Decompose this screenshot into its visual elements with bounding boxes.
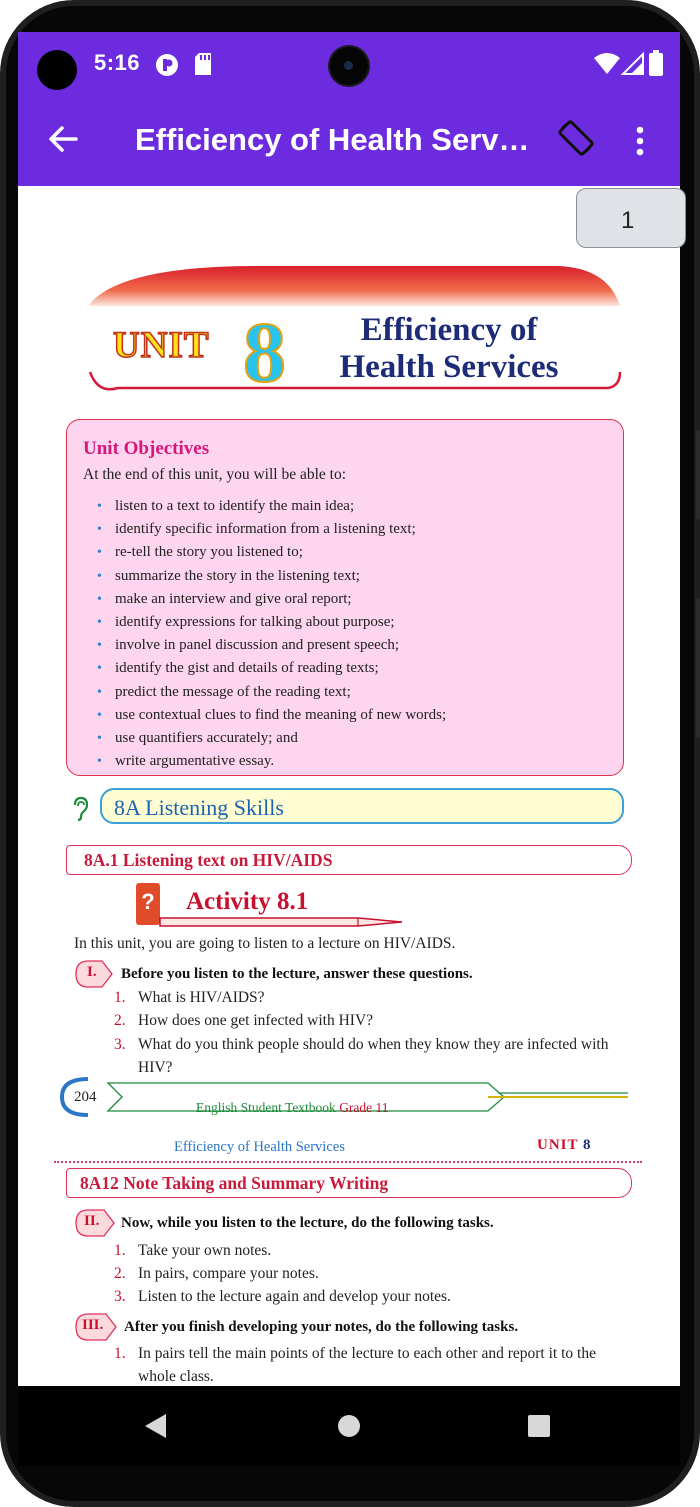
list-item: • predict the message of the reading text; [97,683,351,700]
status-bar [18,32,680,96]
list-item: • summarize the story in the listening text; [97,567,360,584]
list-item: • use contextual clues to find the meaning of new words; [97,706,447,723]
ear-icon [72,797,88,821]
list-item: • involve in panel discussion and present speech; [97,637,400,654]
notification-app-icon [155,53,179,77]
running-header-unit [537,1137,592,1154]
nav-home-icon[interactable] [337,1414,361,1438]
wifi-icon [594,53,620,75]
list-item: • re-tell the story you listened to; [97,544,303,561]
app-bar-title: Efficiency of Health Serv… [135,122,530,157]
running-header-unit-word: UNIT [537,1137,579,1153]
subsection-8a12-title: 8A12 Note Taking and Summary Writing [80,1173,389,1193]
unit-title [314,312,584,386]
objectives-title: Unit Objectives [83,438,210,459]
back-arrow-icon[interactable] [48,124,78,154]
list-item: 3. What do you think people should do when they know they are infected with [114,1036,609,1053]
list-item: 3. Listen to the lecture again and develop your notes. [114,1288,451,1305]
list-item: • identify specific information from a listening text; [97,521,416,538]
subsection-8a1-title: 8A.1 Listening text on HIV/AIDS [84,850,333,870]
footer-page-number: 204 [74,1089,97,1105]
app-bar [18,96,680,186]
footer-book-title [196,1100,389,1116]
list-item: • use quantifiers accurately; and [97,729,298,746]
volume-button [696,598,700,738]
screen-rotation-icon[interactable] [556,118,596,158]
part3-heading: After you finish developing your notes, do the following tasks. [124,1319,519,1335]
list-item: • make an interview and give oral report; [97,590,352,607]
list-item: 1. Take your own notes. [114,1242,272,1259]
screen [18,32,680,1466]
unit-number: 8 [243,304,286,400]
intro-line: In this unit, you are going to listen to a lecture on HIV/AIDS. [74,935,456,952]
signal-icon [622,53,644,75]
front-camera-left [37,50,77,90]
roman-i: I. [87,964,97,980]
activity-label: Activity 8.1 [186,888,309,915]
objectives-intro: At the end of this unit, you will be able to: [83,466,347,483]
list-item: 2. In pairs, compare your notes. [114,1265,319,1282]
unit-title-line1: Efficiency of [360,312,538,348]
list-item: • listen to a text to identify the main idea; [97,498,355,514]
list-item: • write argumentative essay. [97,753,275,770]
status-time: 5:16 [94,50,141,75]
nav-back-icon[interactable] [144,1413,168,1439]
list-item: 1. In pairs tell the main points of the lecture to each other and report it to the [114,1345,596,1362]
activity-question-icon: ? [136,883,160,925]
list-item-continuation: whole class. [138,1368,214,1385]
part2-heading: Now, while you listen to the lecture, do the following tasks. [121,1215,494,1231]
footer-book: English Student Textbook [196,1100,336,1115]
objectives-list [97,498,446,776]
list-item-continuation: HIV? [138,1059,173,1076]
system-navigation-bar [18,1386,680,1466]
list-item: • identify the gist and details of reading texts; [97,660,379,677]
list-item: 1. What is HIV/AIDS? [114,989,265,1006]
sd-card-icon [194,52,212,76]
page-separator [54,1161,642,1163]
running-header-unit-num: 8 [583,1137,592,1153]
front-camera-center [330,47,368,85]
power-button [696,430,700,520]
part1-heading: Before you listen to the lecture, answer these questions. [121,966,473,982]
running-header-title: Efficiency of Health Services [174,1139,345,1155]
section-8a-title: 8A Listening Skills [114,795,284,820]
activity-pencil-line [158,914,404,928]
nav-recents-icon[interactable] [527,1414,551,1438]
battery-icon [649,50,663,76]
roman-ii: II. [84,1213,100,1229]
list-item: • identify expressions for talking about purpose; [97,613,395,630]
unit-objectives-box [66,419,624,776]
list-item: 2. How does one get infected with HIV? [114,1012,374,1029]
footer-grade: Grade 11 [339,1100,389,1115]
roman-iii: III. [82,1317,104,1333]
page-number-badge: 1 [576,188,686,248]
unit-word: UNIT [113,325,210,366]
more-vert-icon[interactable] [636,126,644,156]
unit-title-line2: Health Services [339,349,559,385]
pdf-page-view[interactable] [18,186,680,1386]
